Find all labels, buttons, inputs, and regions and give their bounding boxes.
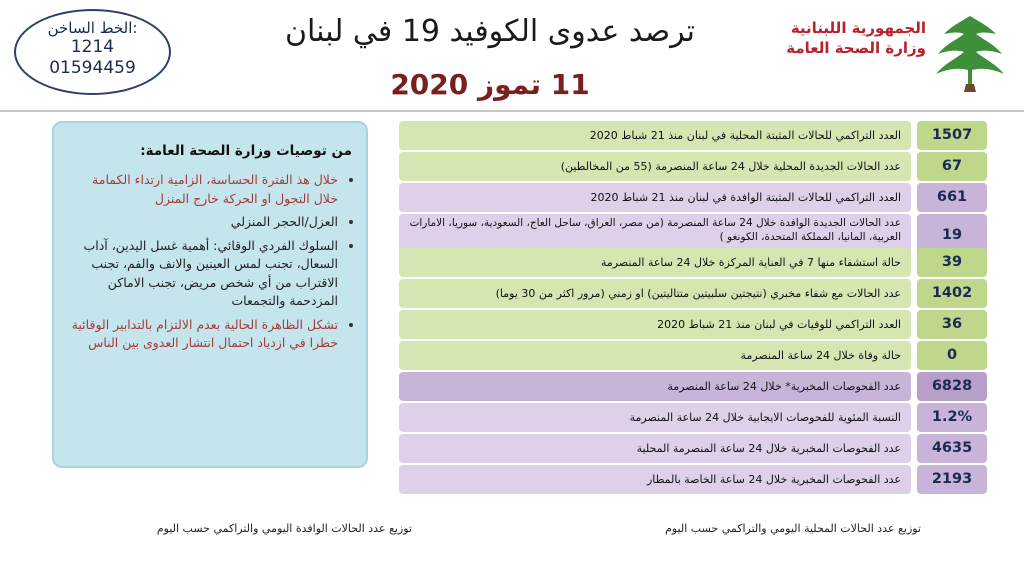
page-title: ترصد عدوى الكوفيد 19 في لبنان — [284, 14, 696, 49]
stat-label: عدد الحالات مع شفاء مخبري (نتيجتين سلبيتين متتاليتين) او زمني (مرور اكثر من 30 يوما) — [399, 279, 911, 308]
caption-imported-distribution: توزيع عدد الحالات الوافدة اليومي والتراكمي حسب اليوم — [156, 522, 412, 535]
stat-value: 39 — [917, 248, 987, 277]
hotline-number-long: 01594459 — [49, 58, 136, 78]
recommendation-item: • خلال هذ الفترة الحساسة، الزامية ارتداء الكمامة خلال التجول او الحركة خارج المنزل — [66, 171, 338, 208]
stat-row-local-new — [399, 152, 987, 181]
stat-row-deaths-cumulative — [399, 310, 987, 339]
recommendations-panel — [52, 121, 368, 468]
stat-value: 1402 — [917, 279, 987, 308]
stat-value: 661 — [917, 183, 987, 212]
stat-label: حالة استشفاء منها 7 في العناية المركزة خلال 24 ساعة المنصرمة — [399, 248, 911, 277]
cedar-logo-icon — [930, 12, 1010, 94]
stat-value: 2193 — [917, 465, 987, 494]
hotline-title: الخط الساخن: — [47, 19, 138, 37]
stat-value: 67 — [917, 152, 987, 181]
header-divider — [0, 110, 1024, 112]
recommendation-item: • تشكل الظاهرة الحالية بعدم الالتزام بالتدابير الوقائية خطرا في ازدياد احتمال انتشار العدوى بين الناس — [66, 316, 338, 353]
stat-label: عدد الحالات الجديدة الوافدة خلال 24 ساعة المنصرمة (من مصر، العراق، ساحل العاج، السعودية، سوريا، الامارات العربية، المانيا، المملكة المتحدة، الكونغو ) — [399, 214, 911, 257]
stat-row-tests-24h — [399, 372, 987, 401]
recommendations-list — [66, 171, 352, 353]
stat-label: العدد التراكمي للحالات المثبتة الوافدة في لبنان منذ 21 شباط 2020 — [399, 183, 911, 212]
hotline-number-short: 1214 — [70, 37, 115, 57]
stat-value: 4635 — [917, 434, 987, 463]
stat-label: عدد الفحوصات المخبرية* خلال 24 ساعة المنصرمة — [399, 372, 911, 401]
stat-value: 6828 — [917, 372, 987, 401]
report-date: 11 تموز 2020 — [390, 68, 590, 101]
stat-row-local-cumulative — [399, 121, 987, 150]
caption-local-distribution: توزيع عدد الحالات المحلية اليومي والتراكمي حسب اليوم — [665, 522, 921, 535]
stat-value: 1.2% — [917, 403, 987, 432]
stat-label: العدد التراكمي للوفيات في لبنان منذ 21 شباط 2020 — [399, 310, 911, 339]
stat-label: عدد الفحوصات المخبرية خلال 24 ساعة المنصرمة المحلية — [399, 434, 911, 463]
stat-label: عدد الحالات الجديدة المحلية خلال 24 ساعة المنصرمة (55 من المخالطين) — [399, 152, 911, 181]
recommendation-item: • العزل/الحجر المنزلي — [66, 213, 338, 232]
stat-row-hospitalized — [399, 248, 987, 277]
recommendation-item: • السلوك الفردي الوقائي: أهمية غسل اليدين، آداب السعال، تجنب لمس العينين والانف والفم، تجنب الاقتراب من أي شخص مريض، تجنب الاماكن المزدحمة والتجمعات — [66, 237, 338, 311]
recommendations-heading: من توصيات وزارة الصحة العامة: — [140, 143, 352, 159]
stat-row-positivity-rate — [399, 403, 987, 432]
stat-label: العدد التراكمي للحالات المثبتة المحلية في لبنان منذ 21 شباط 2020 — [399, 121, 911, 150]
stat-label: حالة وفاة خلال 24 ساعة المنصرمة — [399, 341, 911, 370]
stat-row-recovered — [399, 279, 987, 308]
ministry-line-republic: الجمهورية اللبنانية — [790, 19, 926, 37]
stat-value: 19 — [917, 214, 987, 257]
stat-row-deaths-new — [399, 341, 987, 370]
stat-row-tests-local — [399, 434, 987, 463]
stat-row-imported-cumulative — [399, 183, 987, 212]
stat-value: 36 — [917, 310, 987, 339]
stat-row-tests-airport — [399, 465, 987, 494]
ministry-line-health: وزارة الصحة العامة — [786, 39, 926, 57]
stat-value: 1507 — [917, 121, 987, 150]
ministry-name — [756, 18, 926, 58]
stat-label: عدد الفحوصات المخبرية خلال 24 ساعة الخاصة بالمطار — [399, 465, 911, 494]
stat-label: النسبة المئوية للفحوصات الايجابية خلال 24 ساعة المنصرمة — [399, 403, 911, 432]
hotline-badge — [14, 9, 171, 95]
stat-value: 0 — [917, 341, 987, 370]
